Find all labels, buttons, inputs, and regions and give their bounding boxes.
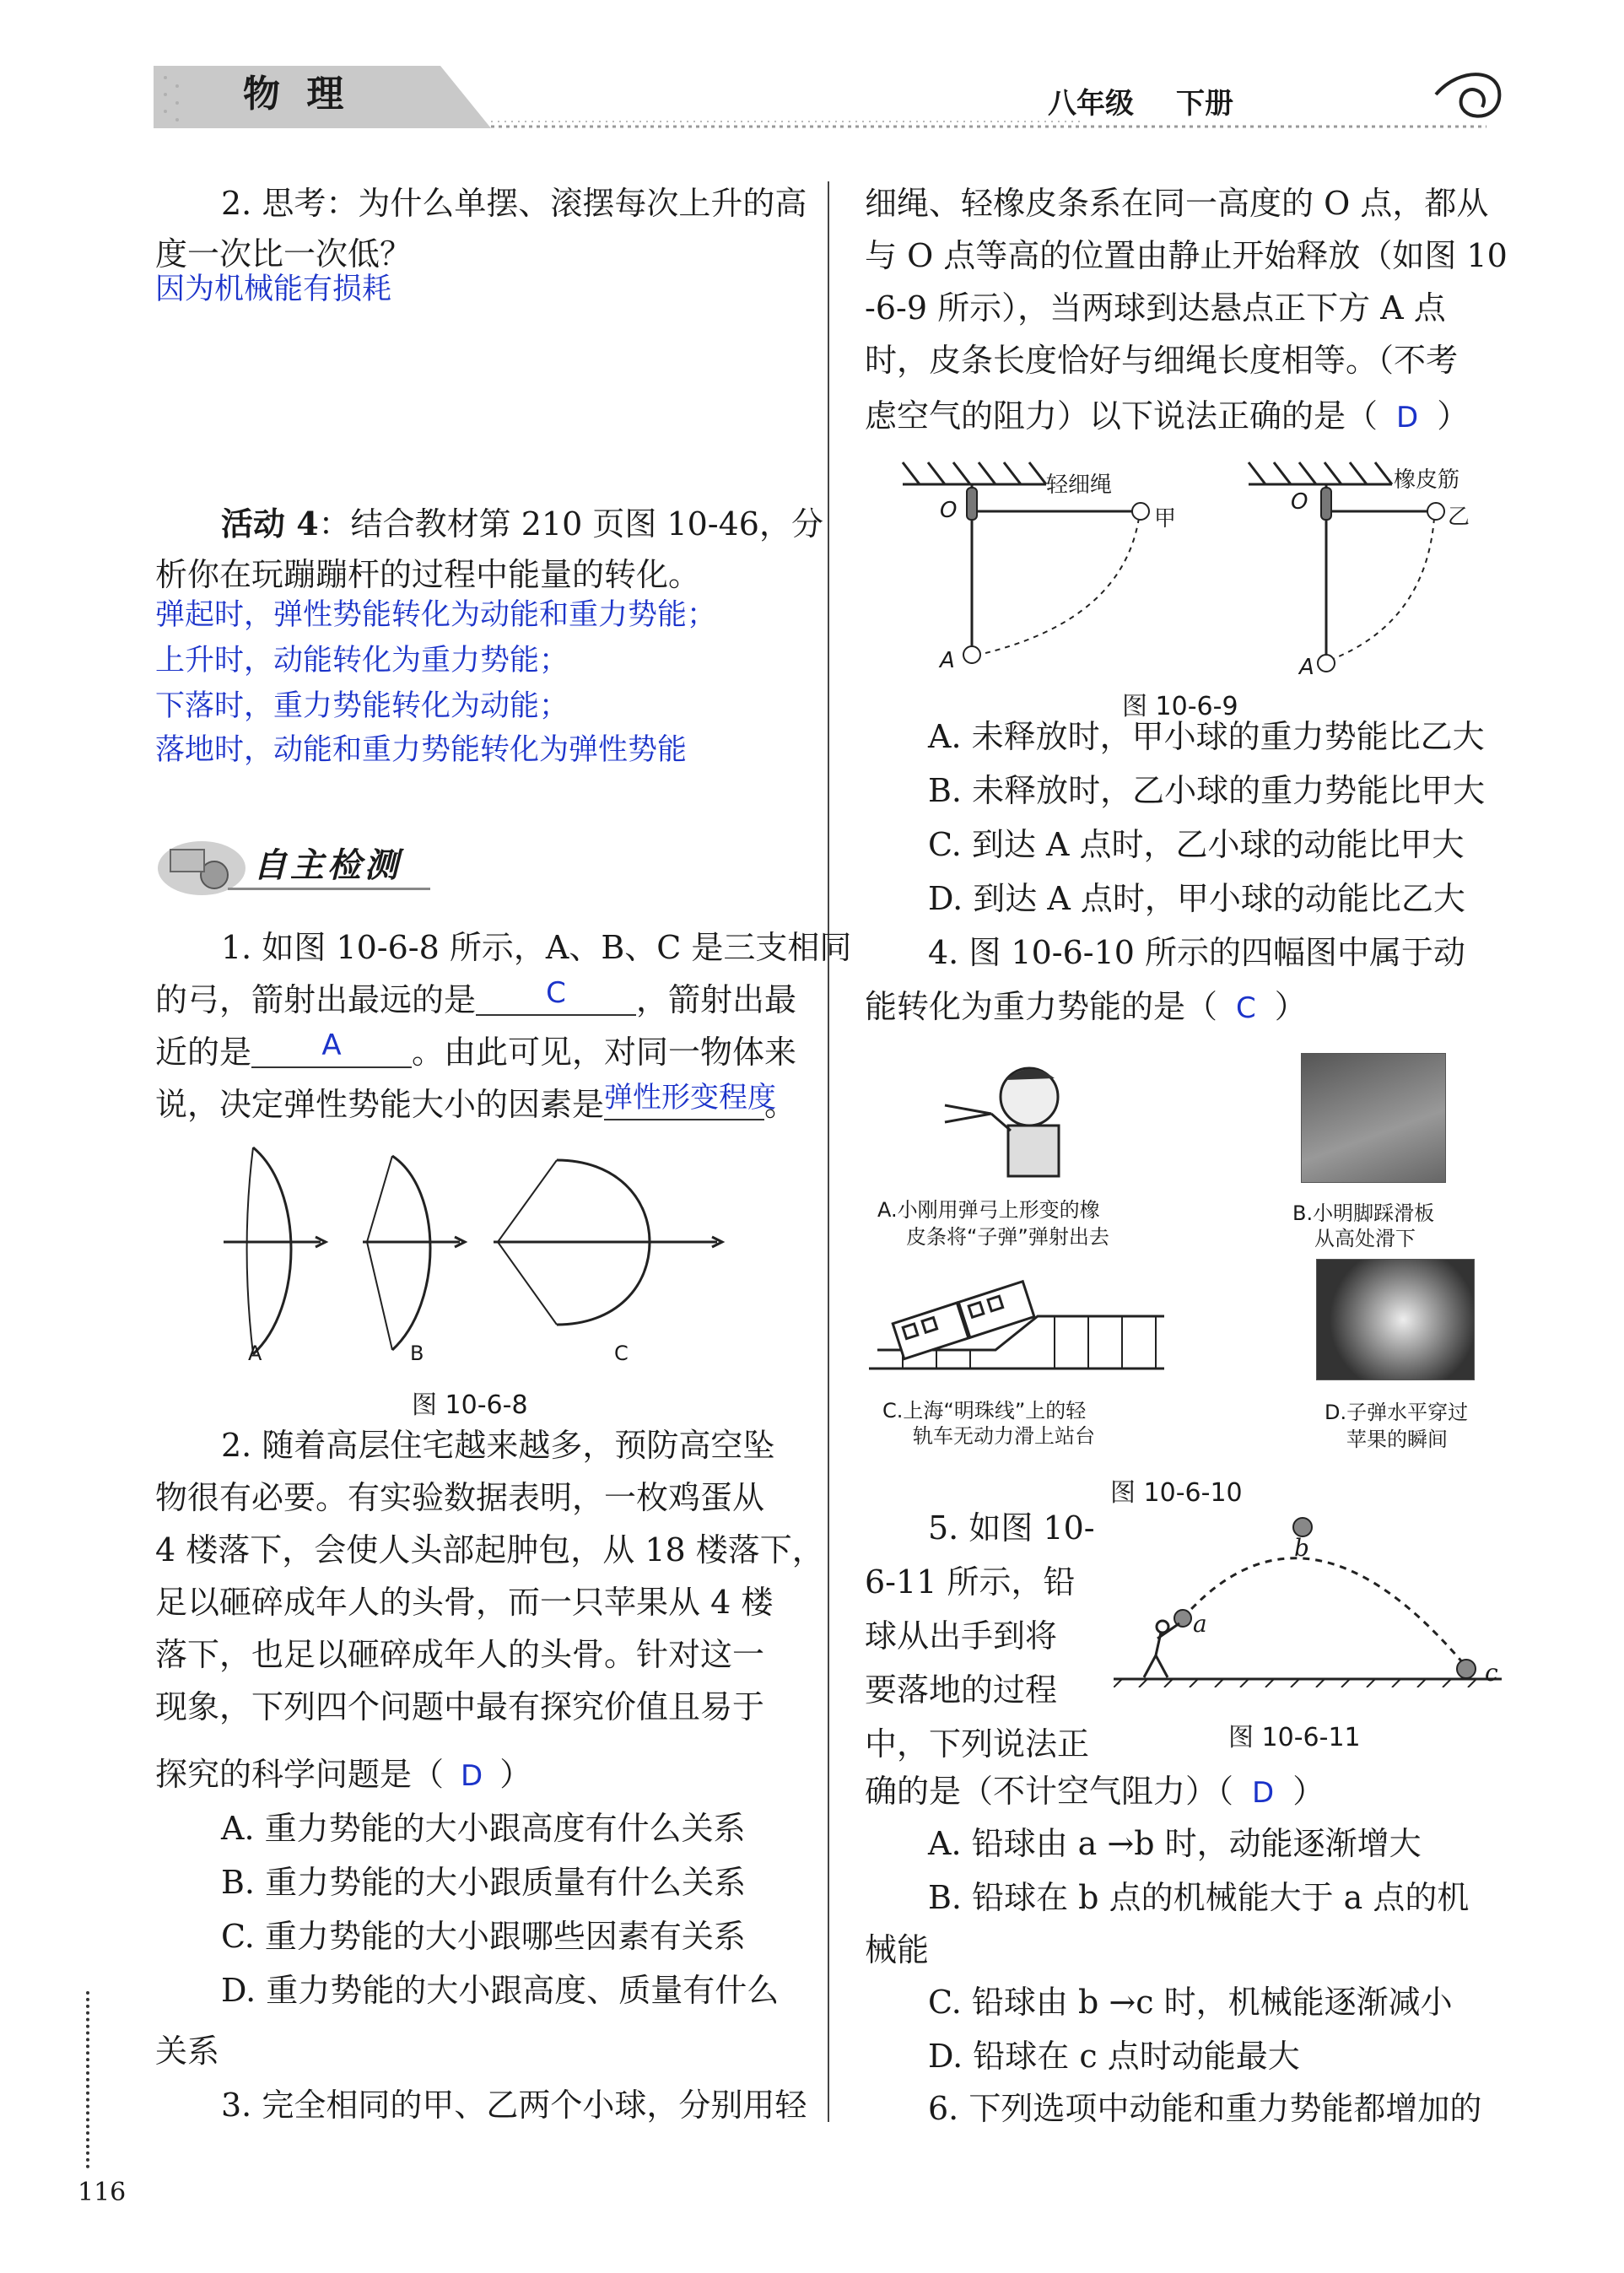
q5-option-b: B. 铅球在 b 点的机械能大于 a 点的机 [928, 1879, 1470, 1916]
section-underline [228, 888, 430, 890]
fig-10-6-9 [894, 452, 1468, 680]
q5-last-b: ） [1292, 1773, 1325, 1810]
activity4-answer-3: 下落时，重力势能转化为动能； [155, 689, 569, 723]
q3-line4: -6-9 所示），当两球到达悬点正下方 A 点 [865, 289, 1446, 327]
q5-line1: 5. 如图 10- [928, 1509, 1095, 1547]
q5-option-c: C. 铅球由 b →c 时，机械能逐渐减小 [928, 1984, 1453, 2021]
activity4-line2: 析你在玩蹦蹦杆的过程中能量的转化。 [155, 556, 701, 593]
fig10-caption-d1: D.子弹水平穿过 [1325, 1401, 1469, 1424]
q3-option-a: A. 未释放时，甲小球的重力势能比乙大 [928, 718, 1485, 755]
q2-line6: 现象，下列四个问题中最有探究价值且易于 [155, 1688, 765, 1725]
fig10-caption-b2: 从高处滑下 [1314, 1227, 1416, 1250]
fig9-rubber-label: 橡皮筋 [1394, 467, 1460, 493]
q1-line2 [155, 976, 797, 1018]
q3-line6 [865, 397, 1470, 435]
fig-10-6-8 [211, 1139, 734, 1375]
q3-line3: 与 O 点等高的位置由静止开始释放（如图 10 [865, 237, 1508, 274]
q3-last-b: ） [1437, 397, 1470, 435]
header-decoration [154, 61, 1512, 132]
q1-answer2: A [321, 1029, 342, 1062]
fig10-image-a [928, 1055, 1122, 1181]
q1-line4-a: 说，决定弹性势能大小的因素是 [155, 1086, 605, 1123]
q1-line4 [155, 1081, 797, 1123]
q2-last-a: 探究的科学问题是（ [155, 1756, 445, 1793]
fig9-jia-label: 甲 [1154, 506, 1177, 532]
q1-answer1: C [546, 976, 566, 1010]
q2-line4: 足以砸碎成年人的头骨，而一只苹果从 4 楼 [155, 1584, 774, 1621]
q3-option-b: B. 未释放时，乙小球的重力势能比甲大 [928, 772, 1486, 809]
fig9-a-right: A [1299, 655, 1314, 680]
fig9-o-right: O [1291, 489, 1308, 515]
fig11-label-c: c [1485, 1659, 1498, 1687]
q2-think-line2: 度一次比一次低？ [155, 235, 413, 273]
fig9-yi-label: 乙 [1448, 505, 1470, 530]
activity4-label: 活动 4 [221, 505, 319, 543]
fig8-label-b: B [410, 1342, 424, 1365]
q2-last-b: ） [499, 1756, 532, 1793]
fig10-image-d [1316, 1259, 1475, 1380]
q4-line1: 4. 图 10-6-10 所示的四幅图中属于动 [928, 934, 1466, 971]
fig10-caption: 图 10-6-10 [1110, 1478, 1243, 1508]
fig10-caption-b1: B.小明脚踩滑板 [1292, 1201, 1435, 1225]
q1-line1: 1. 如图 10-6-8 所示，A、B、C 是三支相同 [221, 929, 852, 966]
section-title: 自主检测 [253, 846, 402, 885]
q4-last-b: ） [1274, 988, 1307, 1025]
fig10-image-b [1301, 1053, 1446, 1183]
q2-answer: D [461, 1759, 483, 1793]
q3-line5: 时，皮条长度恰好与细绳长度相等。（不考 [865, 342, 1459, 379]
q3-answer: D [1396, 401, 1419, 435]
fig9-caption: 图 10-6-9 [1122, 692, 1238, 721]
q1-answer3: 弹性形变程度 [604, 1081, 777, 1115]
activity4-answer-4: 落地时，动能和重力势能转化为弹性势能 [155, 733, 688, 767]
fig10-caption-d2: 苹果的瞬间 [1346, 1428, 1448, 1451]
fig8-label-c: C [614, 1342, 629, 1365]
q4-last-a: 能转化为重力势能的是（ [865, 988, 1218, 1025]
fig11-caption: 图 10-6-11 [1228, 1723, 1361, 1752]
fig8-label-a: A [248, 1342, 262, 1365]
q5-line6 [865, 1773, 1325, 1810]
q2-think-line1: 2. 思考：为什么单摆、滚摆每次上升的高 [221, 185, 807, 222]
q3-option-c: C. 到达 A 点时，乙小球的动能比甲大 [928, 826, 1465, 863]
q3-line1: 3. 完全相同的甲、乙两个小球，分别用轻 [221, 2087, 807, 2124]
fig9-a-left: A [940, 648, 955, 673]
q2-line5: 落下，也足以砸碎成年人的头骨。针对这一 [155, 1636, 765, 1673]
activity4-answer-2: 上升时，动能转化为重力势能； [155, 644, 569, 678]
header-subject: 物 理 [243, 73, 351, 116]
q2-option-d: D. 重力势能的大小跟高度、质量有什么 [221, 1972, 780, 2009]
q3-last-a: 虑空气的阻力）以下说法正确的是（ [865, 397, 1379, 435]
column-divider [828, 181, 829, 2122]
q5-option-d: D. 铅球在 c 点时动能最大 [928, 2038, 1300, 2075]
q2-option-b: B. 重力势能的大小跟质量有什么关系 [221, 1864, 747, 1901]
header-volume: 下册 [1176, 87, 1233, 121]
q1-line3 [155, 1029, 797, 1071]
fig10-caption-a2: 皮条将“子弹”弹射出去 [906, 1225, 1109, 1249]
fig8-caption: 图 10-6-8 [412, 1390, 528, 1420]
q1-blank2 [251, 1029, 412, 1068]
q2-option-c: C. 重力势能的大小跟哪些因素有关系 [221, 1918, 746, 1955]
q2-think-answer: 因为机械能有损耗 [155, 273, 392, 306]
q2-line1: 2. 随着高层住宅越来越多，预防高空坠 [221, 1427, 775, 1464]
fig11-label-b: b [1294, 1534, 1309, 1562]
q5-line2: 6-11 所示，铅 [865, 1563, 1076, 1601]
q5-last-a: 确的是（不计空气阻力）（ [865, 1773, 1234, 1810]
header-grade: 八年级 [1048, 87, 1134, 121]
q2-line2: 物很有必要。有实验数据表明，一枚鸡蛋从 [155, 1479, 765, 1516]
activity4-line1 [221, 505, 823, 543]
fig10-caption-c2: 轨车无动力滑上站台 [913, 1424, 1095, 1448]
q2-line3: 4 楼落下，会使人头部起肿包，从 18 楼落下， [155, 1531, 824, 1568]
q1-blank1 [476, 976, 636, 1016]
fig9-o-left: O [940, 498, 958, 523]
header-band [154, 61, 1512, 132]
q5-answer: D [1252, 1776, 1275, 1810]
page-number: 116 [78, 2178, 127, 2207]
q1-line2-a: 的弓，箭射出最远的是 [155, 981, 477, 1018]
fig9-rope-label: 轻细绳 [1046, 472, 1113, 498]
q1-line3-a: 近的是 [155, 1034, 252, 1071]
q3-line2: 细绳、轻橡皮条系在同一高度的 O 点，都从 [865, 185, 1489, 222]
q2-line7 [155, 1756, 532, 1793]
q1-line2-b: ，箭射出最 [636, 981, 797, 1018]
q3-option-d: D. 到达 A 点时，甲小球的动能比乙大 [928, 880, 1465, 917]
fig10-image-c [869, 1266, 1164, 1375]
q2-option-tail: 关系 [155, 2033, 220, 2070]
q5-line3: 球从出手到将 [865, 1617, 1058, 1655]
fig11-label-a: a [1193, 1610, 1207, 1638]
q1-blank3 [604, 1081, 777, 1120]
q5-option-a: A. 铅球由 a →b 时，动能逐渐增大 [928, 1825, 1422, 1862]
q5-line4: 要落地的过程 [865, 1671, 1058, 1709]
activity4-text: ：结合教材第 210 页图 10-46，分 [318, 505, 823, 543]
q6-line1: 6. 下列选项中动能和重力势能都增加的 [928, 2090, 1482, 2127]
fig10-caption-c1: C.上海“明珠线”上的轻 [882, 1399, 1087, 1423]
q4-line2 [865, 988, 1307, 1025]
q5-line5: 中，下列说法正 [865, 1725, 1090, 1763]
q1-line4-b: 。 [764, 1086, 797, 1123]
margin-dots [86, 1991, 93, 2168]
q4-answer: C [1236, 991, 1256, 1025]
q5-option-b-tail: 械能 [865, 1931, 930, 1968]
activity4-answer-1: 弹起时，弹性势能转化为动能和重力势能； [155, 598, 717, 632]
q1-line3-b: 。由此可见，对同一物体来 [412, 1034, 797, 1071]
fig10-caption-a1: A.小刚用弹弓上形变的橡 [877, 1198, 1100, 1222]
q2-option-a: A. 重力势能的大小跟高度有什么关系 [221, 1810, 746, 1847]
